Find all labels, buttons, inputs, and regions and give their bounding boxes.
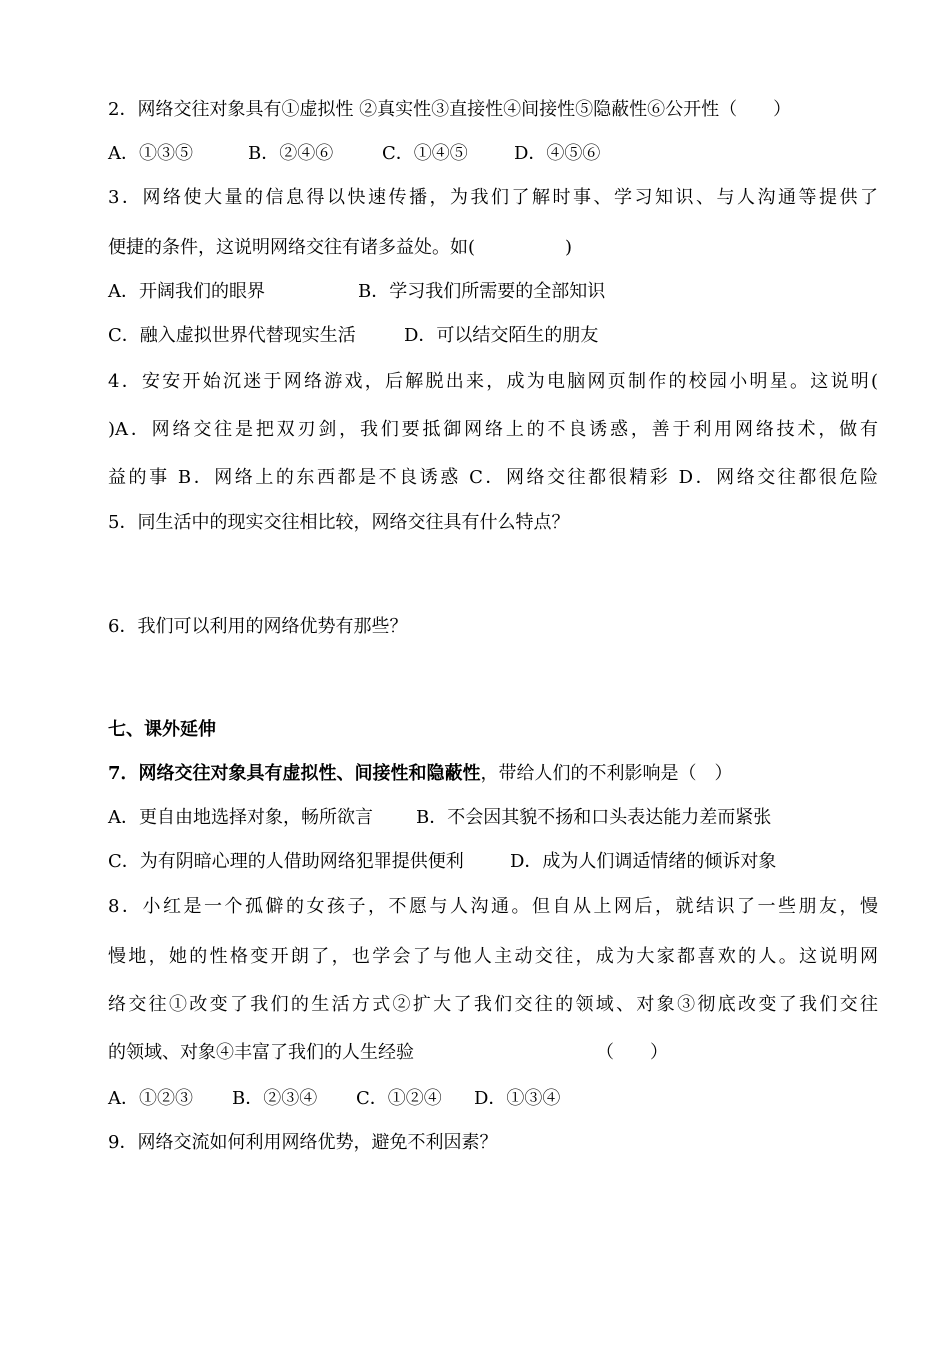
q2-option-d: D．④⑤⑥ (514, 143, 601, 164)
q8-answer-paren: （ ） (596, 1042, 668, 1063)
q8-options (108, 1087, 878, 1111)
q3-option-b: B．学习我们所需要的全部知识 (358, 281, 606, 302)
q8-option-c: C．①②④ (356, 1088, 442, 1109)
q8-line2: 慢地，她的性格变开朗了，也学会了与他人主动交往，成为大家都喜欢的人。这说明网 (108, 946, 878, 967)
q6-stem: 6．我们可以利用的网络优势有那些？ (108, 616, 408, 637)
section-heading: 七、课外延伸 (108, 719, 216, 740)
q4-line3: 益的事 B．网络上的东西都是不良诱惑 C．网络交往都很精彩 D．网络交往都很危险 (108, 467, 878, 488)
q8-option-b: B．②③④ (232, 1088, 318, 1109)
q3-options-row2 (108, 324, 878, 348)
q2-stem: 2．网络交往对象具有①虚拟性 ②真实性③直接性④间接性⑤隐蔽性⑥公开性（ ） (108, 99, 792, 120)
q9-stem: 9．网络交流如何利用网络优势，避免不利因素？ (108, 1132, 498, 1153)
q3-option-a: A．开阔我们的眼界 (108, 281, 265, 302)
q3-option-d: D．可以结交陌生的朋友 (404, 325, 599, 346)
q2-option-b: B．②④⑥ (248, 143, 334, 164)
q7-option-b: B．不会因其貌不扬和口头表达能力差而紧张 (416, 807, 772, 828)
q2-options (108, 142, 878, 166)
q7-options-row2 (108, 850, 878, 874)
q3-stem-line1: 3．网络使大量的信息得以快速传播，为我们了解时事、学习知识、与人沟通等提供了 (108, 187, 878, 208)
q2-option-a: A．①③⑤ (108, 143, 193, 164)
q8-line4 (108, 1041, 878, 1065)
q7-option-c: C．为有阴暗心理的人借助网络犯罪提供便利 (108, 851, 464, 872)
q8-option-a: A．①②③ (108, 1088, 193, 1109)
q7-stem-bold: 7．网络交往对象具有虚拟性、间接性和隐蔽性 (108, 763, 481, 784)
q3-options-row1 (108, 280, 878, 304)
q4-line1: 4．安安开始沉迷于网络游戏，后解脱出来，成为电脑网页制作的校园小明星。这说明( (108, 371, 878, 392)
q4-line2: )A．网络交往是把双刃剑，我们要抵御网络上的不良诱惑，善于利用网络技术，做有 (108, 419, 878, 440)
q7-option-a: A．更自由地选择对象，畅所欲言 (108, 807, 373, 828)
q7-option-d: D．成为人们调适情绪的倾诉对象 (510, 851, 777, 872)
q2-option-c: C．①④⑤ (382, 143, 468, 164)
q7-stem-rest: ，带给人们的不利影响是（ ） (480, 763, 733, 784)
q3-option-c: C．融入虚拟世界代替现实生活 (108, 325, 356, 346)
q5-stem: 5．同生活中的现实交往相比较，网络交往具有什么特点？ (108, 512, 570, 533)
q3-stem-line2: 便捷的条件，这说明网络交往有诸多益处。如( ) (108, 237, 573, 258)
q8-line1: 8．小红是一个孤僻的女孩子，不愿与人沟通。但自从上网后，就结识了一些朋友，慢 (108, 896, 878, 917)
q7-stem (108, 762, 878, 786)
q8-line4-text: 的领域、对象④丰富了我们的人生经验 (108, 1042, 414, 1063)
q8-option-d: D．①③④ (474, 1088, 561, 1109)
q7-options-row1 (108, 806, 878, 830)
q8-line3: 络交往①改变了我们的生活方式②扩大了我们交往的领域、对象③彻底改变了我们交往 (108, 994, 878, 1015)
